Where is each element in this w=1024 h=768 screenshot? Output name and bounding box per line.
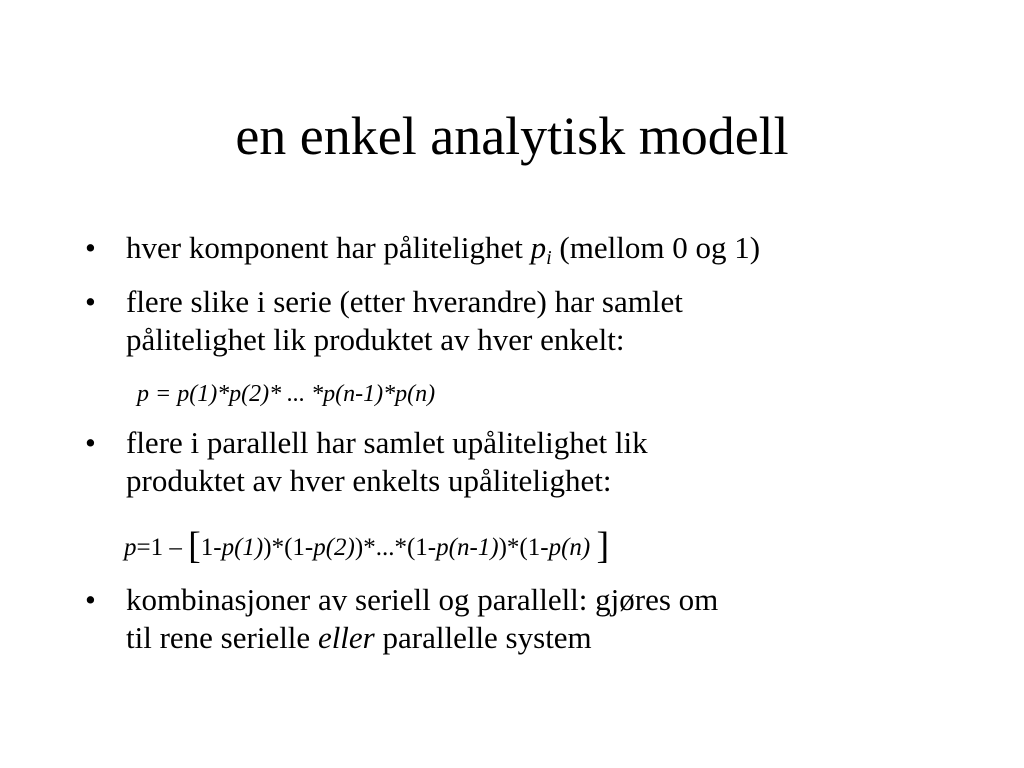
open-bracket: [ [188,525,201,567]
bullet-line-1: flere slike i serie (etter hverandre) har samlet [126,284,683,319]
bullet-line-1: flere i parallell har samlet upålitelighet lik [126,425,648,460]
variable-p: p [530,230,547,265]
bullet-glyph: • [85,230,96,265]
bullet-text [126,283,683,359]
bullet-glyph: • [85,582,96,617]
bullet-line-2: produktet av hver enkelts upålitelighet: [126,463,612,498]
bullet-text [126,424,648,500]
bullet-line-1: kombinasjoner av seriell og parallell: gjøres om [126,582,719,617]
bullet-text [126,581,718,657]
bullet-line-2: pålitelighet lik produktet av hver enkelt: [126,322,625,357]
subscript-i: i [546,247,552,269]
bullet-glyph: • [85,284,96,319]
emphasis: eller [317,620,375,655]
parallel-formula: p=1 – [1-p(1))*(1-p(2))*...*(1-p(n-1))*(1-p(n) ] [124,525,610,567]
series-formula: p = p(1)*p(2)* ... *p(n-1)*p(n) [137,381,436,407]
slide-title: en enkel analytisk modell [235,106,789,166]
bullet-text: hver komponent har pålitelighet $p_i$ (mellom 0 og 1) [126,230,761,269]
bullet-glyph: • [85,425,96,460]
close-bracket: ] [596,525,610,567]
bullet-line-2: til rene serielle eller parallelle system [126,620,592,655]
